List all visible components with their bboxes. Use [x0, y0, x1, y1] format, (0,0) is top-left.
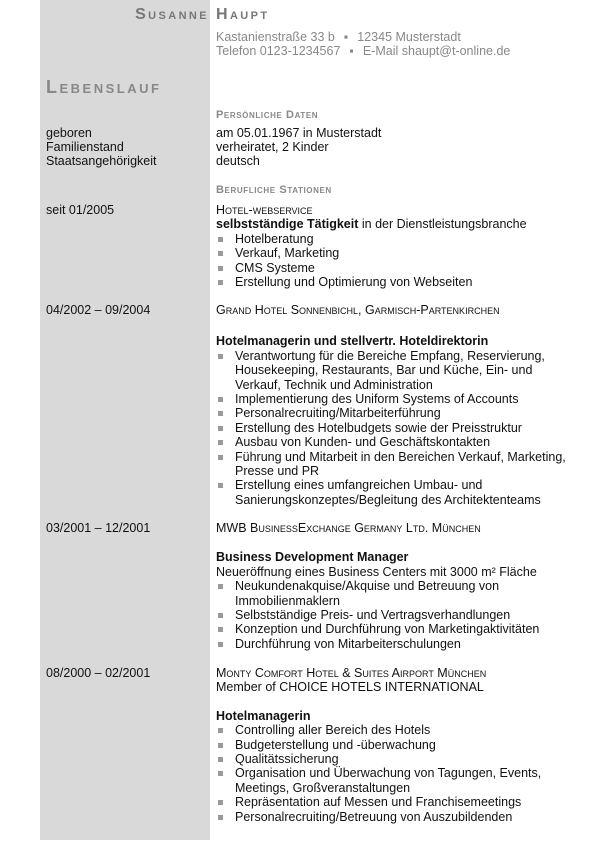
job-company: Monty Comfort Hotel & Suites Airport München	[216, 666, 487, 680]
phone: Telefon 0123-1234567	[216, 44, 341, 58]
address-city: 12345 Musterstadt	[357, 30, 461, 44]
job-company: Grand Hotel Sonnenbichl, Garmisch-Partenkirchen	[216, 303, 500, 317]
task-item: CMS Systeme	[216, 261, 566, 275]
task-item: Budgeterstellung und -überwachung	[216, 738, 566, 752]
job-period: seit 01/2005	[46, 203, 115, 217]
task-item: Verantwortung für die Bereiche Empfang, Reservierung, Housekeeping, Restaurants, Bar und Küche, Ein- und Verkauf, Technik und Administration	[216, 349, 566, 392]
job-title: Hotelmanagerin und stellvertr. Hoteldirektorin	[216, 334, 489, 349]
task-item: Controlling aller Bereich des Hotels	[216, 723, 566, 737]
job-title: selbstständige Tätigkeit	[216, 217, 359, 232]
task-item: Verkauf, Marketing	[216, 246, 566, 260]
job-entry	[216, 666, 566, 824]
address-street: Kastanienstraße 33 b	[216, 30, 335, 44]
task-item: Personalrecruiting/Betreuung von Auszubildenden	[216, 810, 566, 824]
job-entry	[216, 203, 566, 289]
address-line	[216, 30, 461, 44]
job-period: 03/2001 – 12/2001	[46, 521, 151, 535]
job-title: Hotelmanagerin	[216, 708, 311, 723]
job-tasks	[216, 349, 566, 507]
job-tasks	[216, 579, 566, 651]
email[interactable]: E-Mail shaupt@t-online.de	[362, 44, 511, 58]
job-company: MWB BusinessExchange Germany Ltd. München	[216, 521, 481, 535]
job-company-line2: Member of CHOICE HOTELS INTERNATIONAL	[216, 680, 484, 695]
contact-line	[216, 44, 510, 58]
job-title-line	[216, 217, 566, 231]
separator-icon: ▪	[343, 30, 349, 44]
task-item: Organisation und Überwachung von Tagungen, Events, Meetings, Großveranstaltungen	[216, 766, 566, 795]
task-item: Hotelberatung	[216, 232, 566, 246]
job-tasks	[216, 723, 566, 824]
task-item: Implementierung des Uniform Systems of Accounts	[216, 392, 566, 406]
task-item: Selbstständige Preis- und Vertragsverhandlungen	[216, 608, 566, 622]
task-item: Personalrecruiting/Mitarbeiterführung	[216, 406, 566, 420]
personal-label: geboren	[46, 126, 92, 140]
first-name: Susanne	[135, 6, 209, 23]
personal-label: Staatsangehörigkeit	[46, 154, 157, 168]
task-item: Repräsentation auf Messen und Franchisemeetings	[216, 795, 566, 809]
job-company: Hotel-webservice	[216, 203, 313, 217]
task-item: Ausbau von Kunden- und Geschäftskontakten	[216, 435, 566, 449]
task-item: Qualitätssicherung	[216, 752, 566, 766]
task-item: Führung und Mitarbeit in den Bereichen Verkauf, Marketing, Presse und PR	[216, 450, 566, 479]
task-item: Konzeption und Durchführung von Marketingaktivitäten	[216, 622, 566, 636]
job-tasks	[216, 232, 566, 290]
job-title: Business Development Manager	[216, 550, 409, 565]
section-heading-career: Berufliche Stationen	[216, 184, 332, 196]
personal-value: verheiratet, 2 Kinder	[216, 140, 329, 154]
separator-icon: ▪	[349, 44, 354, 58]
document-title: Lebenslauf	[46, 77, 162, 97]
task-item: Durchführung von Mitarbeiterschulungen	[216, 637, 566, 651]
job-entry	[216, 303, 566, 507]
job-title-rest: in der Dienstleistungsbranche	[358, 217, 527, 232]
personal-value: deutsch	[216, 154, 260, 168]
personal-value: am 05.01.1967 in Musterstadt	[216, 126, 382, 140]
job-entry	[216, 521, 566, 651]
personal-label: Familienstand	[46, 140, 124, 154]
task-item: Erstellung und Optimierung von Webseiten	[216, 275, 566, 289]
job-period: 04/2002 – 09/2004	[46, 303, 151, 317]
task-item: Erstellung des Hotelbudgets sowie der Preisstruktur	[216, 421, 566, 435]
section-heading-personal: Persönliche Daten	[216, 109, 319, 121]
task-item: Neukundenakquise/Akquise und Betreuung von Immobilienmaklern	[216, 579, 566, 608]
task-item: Erstellung eines umfangreichen Umbau- und Sanierungskonzeptes/Begleitung des Architektenteams	[216, 478, 566, 507]
last-name: Haupt	[216, 6, 270, 23]
job-period: 08/2000 – 02/2001	[46, 666, 151, 680]
job-subtitle: Neueröffnung eines Business Centers mit 3000 m² Fläche	[216, 564, 537, 579]
applicant-name	[0, 6, 600, 26]
